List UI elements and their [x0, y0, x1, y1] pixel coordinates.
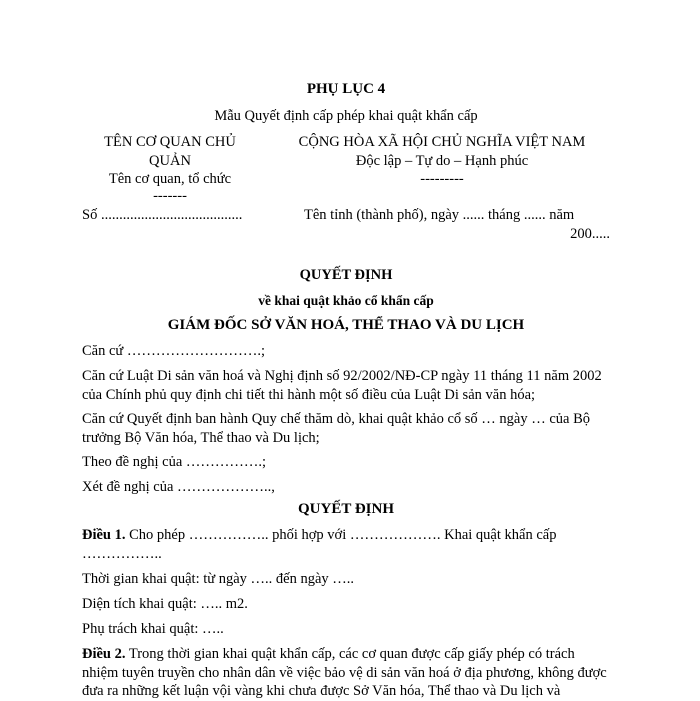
place-date-line1: Tên tỉnh (thành phố), ngày ...... tháng ...... năm — [304, 207, 575, 223]
left-divider: ------- — [153, 187, 187, 204]
article-2-label: Điều 2. — [82, 646, 126, 662]
article-1-text: Cho phép …………….. phối hợp với ………………. Khai quật khẩn cấp …………….. — [82, 527, 557, 562]
decision-subject: về khai quật khảo cổ khẩn cấp — [258, 293, 434, 308]
national-motto: Độc lập – Tự do – Hạnh phúc — [355, 152, 529, 169]
preamble-basis-2: Căn cứ Luật Di sản văn hoá và Nghị định số 92/2002/NĐ-CP ngày 11 tháng 11 năm 2002 của Chính phủ quy định chi tiết thi hành một số điều của Luật Di sản văn hóa; — [82, 368, 602, 403]
article-1 — [82, 526, 610, 563]
national-header — [274, 133, 610, 189]
article-2-text: Trong thời gian khai quật khẩn cấp, các cơ quan được cấp giấy phép có trách nhiệm tuyên truyền cho nhân dân về việc bảo vệ di sản văn hoá ở địa phương, không được đưa ra những kết luận vội vàng khi chưa được Sở Văn hóa, Thể thao và Du lịch và — [82, 646, 607, 700]
article-2 — [82, 645, 610, 701]
preamble-proposal-2: Xét đề nghị của ……………….., — [82, 479, 275, 495]
agency-header — [82, 133, 258, 203]
right-divider: --------- — [420, 171, 464, 188]
preamble-basis-1: Căn cứ ……………………….; — [82, 343, 266, 359]
excavation-area: Diện tích khai quật: ….. m2. — [82, 596, 248, 612]
preamble-proposal-1: Theo đề nghị của …………….; — [82, 454, 267, 470]
appendix-title: PHỤ LỤC 4 — [306, 81, 386, 97]
place-date-line2: 200..... — [570, 225, 610, 242]
excavation-supervisor: Phụ trách khai quật: ….. — [82, 621, 224, 637]
decision-heading: QUYẾT ĐỊNH — [298, 501, 394, 517]
preamble-basis-3: Căn cứ Quyết định ban hành Quy chế thăm dò, khai quật khảo cổ số … ngày … của Bộ trưởng Bộ Văn hóa, Thể thao và Du lịch; — [82, 411, 590, 446]
agency-name-line1: TÊN CƠ QUAN CHỦ — [104, 134, 236, 150]
agency-name-line2: QUẢN — [149, 152, 191, 169]
organization-name: Tên cơ quan, tổ chức — [108, 171, 232, 188]
issuing-authority: GIÁM ĐỐC SỞ VĂN HOÁ, THỂ THAO VÀ DU LỊCH — [167, 317, 525, 333]
place-date — [304, 206, 610, 243]
article-1-label: Điều 1. — [82, 527, 126, 543]
excavation-duration: Thời gian khai quật: từ ngày ….. đến ngày ….. — [82, 571, 355, 587]
decision-title: QUYẾT ĐỊNH — [299, 267, 393, 283]
country-name: CỘNG HÒA XÃ HỘI CHỦ NGHĨA VIỆT NAM — [298, 134, 586, 150]
appendix-subtitle: Mẫu Quyết định cấp phép khai quật khẩn cấp — [214, 108, 478, 124]
document-number: Số ....................................... — [82, 207, 243, 223]
